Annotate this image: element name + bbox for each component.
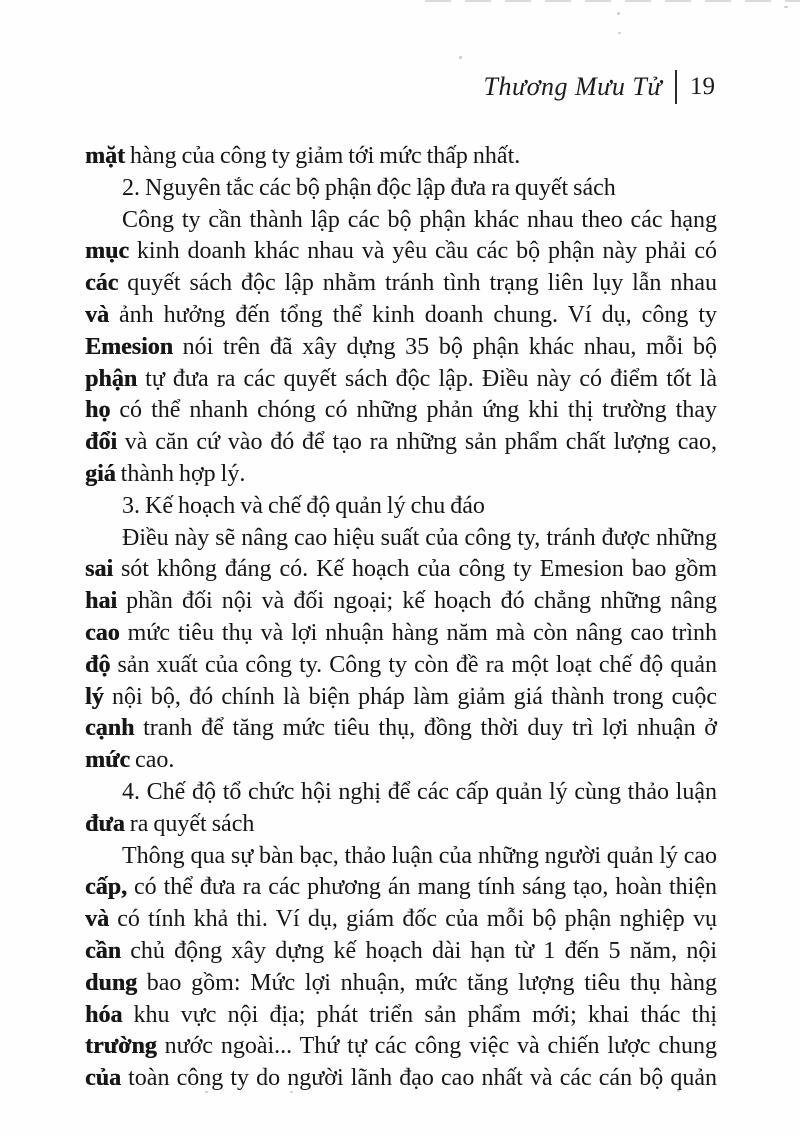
text-line: họ có thể nhanh chóng có những phản ứng khi thị trường thay <box>85 397 717 424</box>
bold-word: sai <box>85 556 114 583</box>
bold-word: cần <box>85 937 121 964</box>
scan-speck <box>617 12 620 15</box>
text-line: độ sản xuất của công ty. Công ty còn đề ra một loạt chế độ quản <box>85 651 717 678</box>
bold-word: trường <box>85 1033 157 1060</box>
text-line: các quyết sách độc lập nhằm tránh tình trạng liên lụy lẫn nhau <box>85 270 717 297</box>
text-line: hóa khu vực nội địa; phát triển sản phẩm mới; khai thác thị <box>85 1001 717 1028</box>
bold-word: cao <box>85 619 120 646</box>
text-line: mức cao. <box>85 747 175 774</box>
bold-word: độ <box>85 651 111 678</box>
text-line: và có tính khả thi. Ví dụ, giám đốc của mỗi bộ phận nghiệp vụ <box>85 906 717 933</box>
text-line: cấp, có thể đưa ra các phương án mang tính sáng tạo, hoàn thiện <box>85 874 717 901</box>
bold-word: hai <box>85 588 118 615</box>
bold-word: phận <box>85 365 138 392</box>
header-divider <box>675 70 677 104</box>
scan-speck <box>784 6 788 8</box>
bold-word: của <box>85 1065 121 1092</box>
scan-speck <box>459 56 462 59</box>
text-line: Điều này sẽ nâng cao hiệu suất của công ty, tránh được những <box>122 524 717 551</box>
bold-word: mục <box>85 238 129 265</box>
text-line: cần chủ động xây dựng kế hoạch dài hạn từ 1 đến 5 năm, nội <box>85 937 717 964</box>
bold-word: cấp, <box>85 874 127 901</box>
text-line: dung bao gồm: Mức lợi nhuận, mức tăng lượng tiêu thụ hàng <box>85 969 717 996</box>
text-line: của toàn công ty do người lãnh đạo cao nhất và các cán bộ quản <box>85 1065 717 1092</box>
text-line: cạnh tranh để tăng mức tiêu thụ, đồng thời duy trì lợi nhuận ở <box>85 715 717 742</box>
text-line: sai sót không đáng có. Kế hoạch của công ty Emesion bao gồm <box>85 556 717 583</box>
bold-word: mặt <box>85 143 125 169</box>
text-line: Thông qua sự bàn bạc, thảo luận của những người quản lý cao <box>122 842 717 869</box>
text-line: phận tự đưa ra các quyết sách độc lập. Điều này có điểm tốt là <box>85 365 717 392</box>
text-line: giá thành hợp lý. <box>85 460 246 487</box>
bold-word: và <box>85 301 109 328</box>
text-line: cao mức tiêu thụ và lợi nhuận hàng năm mà còn nâng cao trình <box>85 619 717 646</box>
text-line: trường nước ngoài... Thứ tự các công việc và chiến lược chung <box>85 1033 717 1060</box>
bold-word: mức <box>85 747 131 774</box>
scan-speck <box>618 32 621 34</box>
text-line: Công ty cần thành lập các bộ phận khác nhau theo các hạng <box>122 206 717 233</box>
page-number: 19 <box>690 73 715 100</box>
page-title: Thương Mưu Tử <box>483 72 662 101</box>
bold-word: đưa <box>85 810 125 837</box>
text-line: 4. Chế độ tổ chức hội nghị để các cấp quản lý cùng thảo luận <box>122 778 717 805</box>
bold-word: dung <box>85 969 138 996</box>
text-line: lý nội bộ, đó chính là biện pháp làm giảm giá thành trong cuộc <box>85 683 717 710</box>
page-header <box>484 70 716 104</box>
bold-word: cạnh <box>85 715 135 742</box>
text-line: 3. Kế hoạch và chế độ quản lý chu đáo <box>122 492 485 519</box>
text-line: đưa ra quyết sách <box>85 810 255 837</box>
text-line: Emesion nói trên đã xây dựng 35 bộ phận khác nhau, mỗi bộ <box>85 333 717 360</box>
text-line: mặt hàng của công ty giảm tới mức thấp nhất. <box>85 143 521 169</box>
bold-word: Emesion <box>85 333 174 360</box>
text-line: mục kinh doanh khác nhau và yêu cầu các bộ phận này phải có <box>85 238 717 265</box>
bold-word: lý <box>85 683 104 710</box>
bold-word: hóa <box>85 1001 123 1028</box>
bold-word: họ <box>85 397 111 424</box>
scan-artifact-top-edge <box>425 0 800 2</box>
text-line: và ảnh hưởng đến tổng thể kinh doanh chung. Ví dụ, công ty <box>85 301 717 328</box>
bold-word: đổi <box>85 429 118 456</box>
text-body <box>85 141 717 1095</box>
bold-word: và <box>85 906 109 933</box>
text-line: hai phần đối nội và đối ngoại; kế hoạch đó chẳng những nâng <box>85 588 717 615</box>
bold-word: các <box>85 270 119 297</box>
bold-word: giá <box>85 460 116 487</box>
text-line: 2. Nguyên tắc các bộ phận độc lập đưa ra quyết sách <box>122 174 616 201</box>
text-line: đổi và căn cứ vào đó để tạo ra những sản phẩm chất lượng cao, <box>85 429 717 456</box>
